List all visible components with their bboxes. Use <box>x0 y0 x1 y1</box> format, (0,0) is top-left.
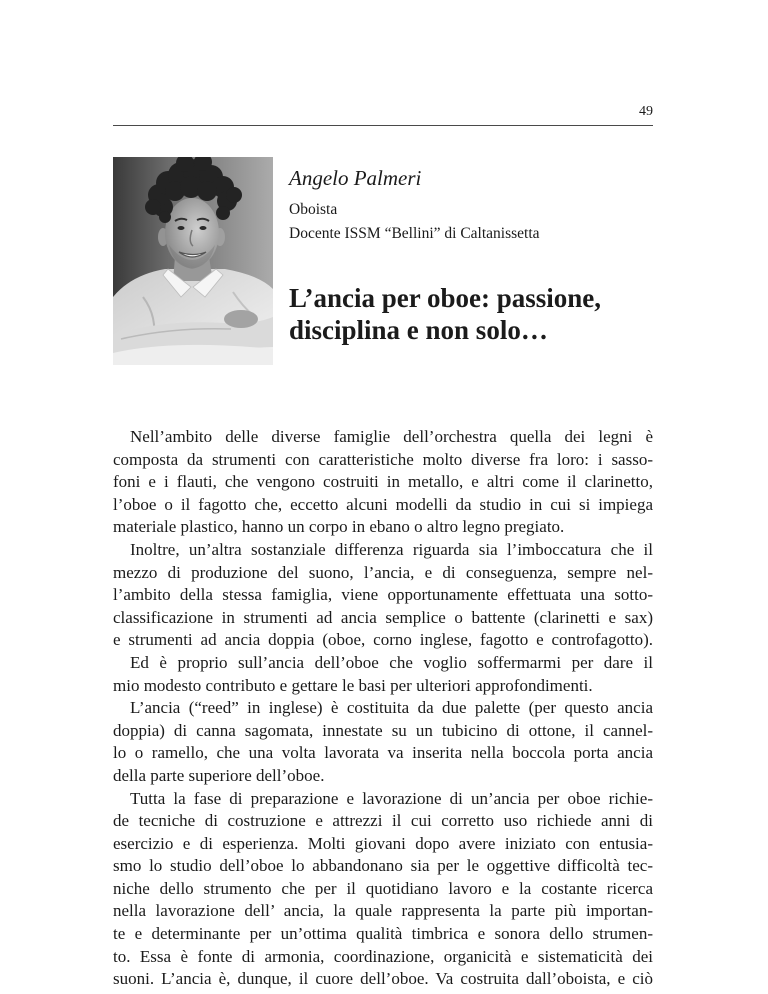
body-line: foni e i flauti, che vengono costruiti in metallo, e altri come il clarinetto, <box>113 472 653 492</box>
body-line: lo o ramello, che una volta lavorata va inserita nella boccola porta ancia <box>113 743 653 763</box>
body-line: esercizio e di esperienza. Molti giovani dopo avere iniziato con entusia- <box>113 833 653 853</box>
paragraph-4 <box>113 697 653 787</box>
body-line: composta da strumenti con caratteristiche molto diverse fra loro: i sasso- <box>113 449 653 469</box>
article-title-line: L’ancia per oboe: passione, <box>289 283 602 313</box>
body-line: materiale plastico, hanno un corpo in ebano o altro legno pregiato. <box>113 517 565 537</box>
article-body <box>113 426 653 991</box>
body-line: nella lavorazione dell’ ancia, la quale rappresenta la parte più importan- <box>113 901 653 921</box>
body-line: Nell’ambito delle diverse famiglie dell’orchestra quella dei legni è <box>130 427 653 446</box>
paragraph-2 <box>113 539 653 652</box>
body-line: de tecniche di costruzione e attrezzi il cui corretto uso richiede anni di <box>113 811 653 831</box>
body-line: mezzo di produzione del suono, l’ancia, e di conseguenza, sempre nel- <box>113 562 653 582</box>
author-name: Angelo Palmeri <box>289 166 422 190</box>
body-line: to. Essa è fonte di armonia, coordinazione, organicità e sistematicità dei <box>113 946 653 966</box>
author-role: Oboista <box>289 201 338 218</box>
paragraph-3 <box>113 652 653 697</box>
body-line: l’ambito della stessa famiglia, viene opportunamente effettuata una sotto- <box>113 585 653 605</box>
body-line: e strumenti ad ancia doppia (oboe, corno inglese, fagotto e controfagotto). <box>113 630 653 650</box>
body-line: mio modesto contributo e gettare le basi per ulteriori approfondimenti. <box>113 675 593 695</box>
body-line: l’oboe o il fagotto che, eccetto alcuni modelli da studio in cui si impiega <box>113 494 653 514</box>
article-title-line: disciplina e non solo… <box>289 315 548 345</box>
body-line: Tutta la fase di preparazione e lavorazione di un’ancia per oboe richie- <box>130 788 653 808</box>
body-line: niche dello strumento che per il quotidiano lavoro e la costante ricerca <box>113 878 653 898</box>
body-line: doppia) di canna sagomata, innestate su un tubicino di ottone, il cannel- <box>113 720 653 740</box>
article-title <box>289 282 601 346</box>
page-number: 49 <box>639 104 653 119</box>
body-line: Inoltre, un’altra sostanziale differenza riguarda sia l’imboccatura che il <box>130 539 653 559</box>
body-line: Ed è proprio sull’ancia dell’oboe che voglio soffermarmi per dare il <box>130 652 653 672</box>
body-line: classificazione in strumenti ad ancia semplice o battente (clarinetti e sax) <box>113 607 653 627</box>
header-rule <box>113 125 653 126</box>
body-line: te e determinante per un’ottima qualità timbrica e sonora dello strumen- <box>113 924 653 944</box>
body-line: suoni. L’ancia è, dunque, il cuore dell’oboe. Va costruita dall’oboista, e ciò <box>113 969 653 989</box>
body-line: della parte superiore dell’oboe. <box>113 765 325 785</box>
paragraph-1 <box>113 426 653 539</box>
body-line: smo lo studio dell’oboe lo abbandonano sia per le oggettive difficoltà tec- <box>113 856 653 876</box>
paragraph-5 <box>113 788 653 991</box>
body-line: L’ancia (“reed” in inglese) è costituita da due palette (per questo ancia <box>130 698 653 718</box>
author-photo <box>113 157 273 365</box>
author-affiliation: Docente ISSM “Bellini” di Caltanissetta <box>289 225 540 242</box>
